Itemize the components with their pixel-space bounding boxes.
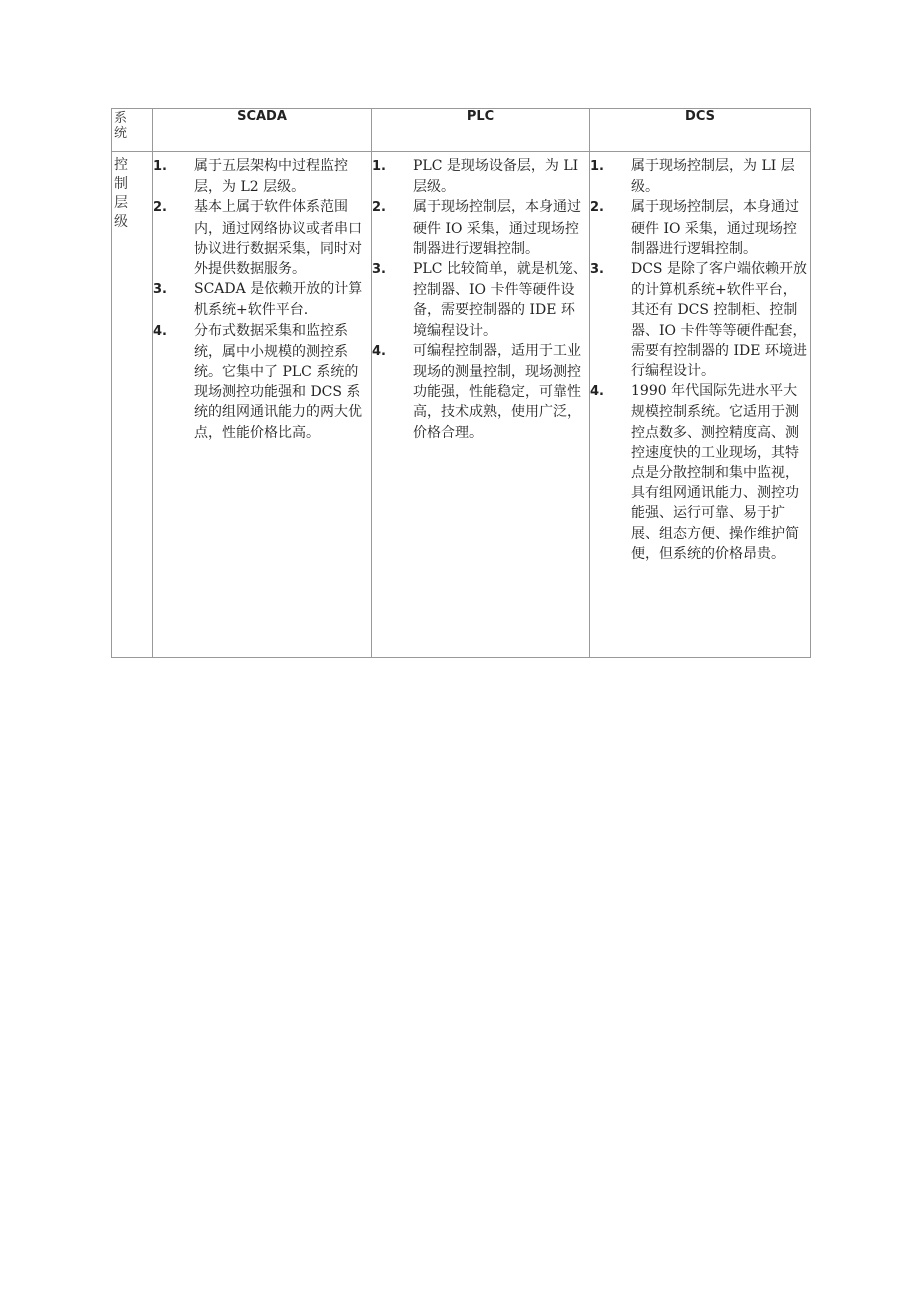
list-item xyxy=(590,156,808,197)
comparison-table xyxy=(111,108,811,658)
list-item xyxy=(153,279,369,320)
item-text: 属于五层架构中过程监控层，为 L2 层级。 xyxy=(194,158,348,196)
dcs-cell xyxy=(590,152,811,658)
item-text: SCADA 是依赖开放的计算机系统+软件平台. xyxy=(194,281,363,319)
item-number: 2. xyxy=(372,200,386,216)
item-number: 4. xyxy=(372,343,386,359)
list-item xyxy=(372,341,587,443)
item-number: 4. xyxy=(153,323,167,339)
scada-cell xyxy=(153,152,372,658)
item-number: 4. xyxy=(590,384,604,400)
column-header-dcs: DCS xyxy=(590,109,811,152)
item-text: 基本上属于软件体系范围内，通过网络协议或者串口协议进行数据采集，同时对外提供数据服务。 xyxy=(194,199,362,278)
item-text: 1990 年代国际先进水平大规模控制系统。它适用于测控点数多、测控精度高、测控速度快的工业现场，其特点是分散控制和集中监视，具有组网通讯能力、测控功能强、运行可靠、易于扩展、组态方便、操作维护简便，但系统的价格昂贵。 xyxy=(631,383,799,562)
plc-list xyxy=(372,152,589,443)
list-item xyxy=(590,381,808,564)
corner-label: 系统 xyxy=(114,111,128,141)
list-item xyxy=(372,259,587,341)
item-number: 3. xyxy=(372,262,386,278)
list-item xyxy=(153,156,369,197)
item-number: 1. xyxy=(590,159,604,174)
column-header-plc: PLC xyxy=(372,109,590,152)
row-label: 控制层级 xyxy=(114,157,128,230)
item-text: 属于现场控制层，为 LI 层级。 xyxy=(631,158,795,196)
corner-cell xyxy=(112,109,153,152)
scada-list xyxy=(153,152,371,443)
dcs-list xyxy=(590,152,810,564)
item-text: 属于现场控制层，本身通过硬件 IO 采集，通过现场控制器进行逻辑控制。 xyxy=(413,199,581,257)
item-number: 3. xyxy=(590,262,604,278)
list-item xyxy=(372,197,587,259)
list-item xyxy=(590,259,808,381)
header-row xyxy=(112,109,811,152)
item-number: 1. xyxy=(372,159,386,174)
item-text: PLC 比较简单，就是机笼、控制器、IO 卡件等硬件设备，需要控制器的 IDE 环境编程设计。 xyxy=(413,261,587,339)
item-number: 2. xyxy=(590,200,604,216)
list-item xyxy=(372,156,587,197)
list-item xyxy=(590,197,808,259)
item-text: 可编程控制器，适用于工业现场的测量控制，现场测控功能强，性能稳定，可靠性高，技术成熟，使用广泛，价格合理。 xyxy=(413,342,581,441)
column-header-scada: SCADA xyxy=(153,109,372,152)
item-text: PLC 是现场设备层，为 LI 层级。 xyxy=(413,158,579,196)
control-level-row xyxy=(112,152,811,658)
item-text: 分布式数据采集和监控系统，属中小规模的测控系统。它集中了 PLC 系统的现场测控功能强和 DCS 系统的组网通讯能力的两大优点，性能价格比高。 xyxy=(194,322,362,441)
row-label-cell xyxy=(112,152,153,658)
item-number: 3. xyxy=(153,282,167,298)
item-text: DCS 是除了客户端依赖开放的计算机系统+软件平台，其还有 DCS 控制柜、控制器、IO 卡件等等硬件配套，需要有控制器的 IDE 环境进行编程设计。 xyxy=(631,261,807,380)
item-number: 2. xyxy=(153,200,167,216)
item-number: 1. xyxy=(153,159,167,174)
list-item xyxy=(153,321,369,443)
plc-cell xyxy=(372,152,590,658)
list-item xyxy=(153,197,369,279)
item-text: 属于现场控制层，本身通过硬件 IO 采集，通过现场控制器进行逻辑控制。 xyxy=(631,199,799,257)
